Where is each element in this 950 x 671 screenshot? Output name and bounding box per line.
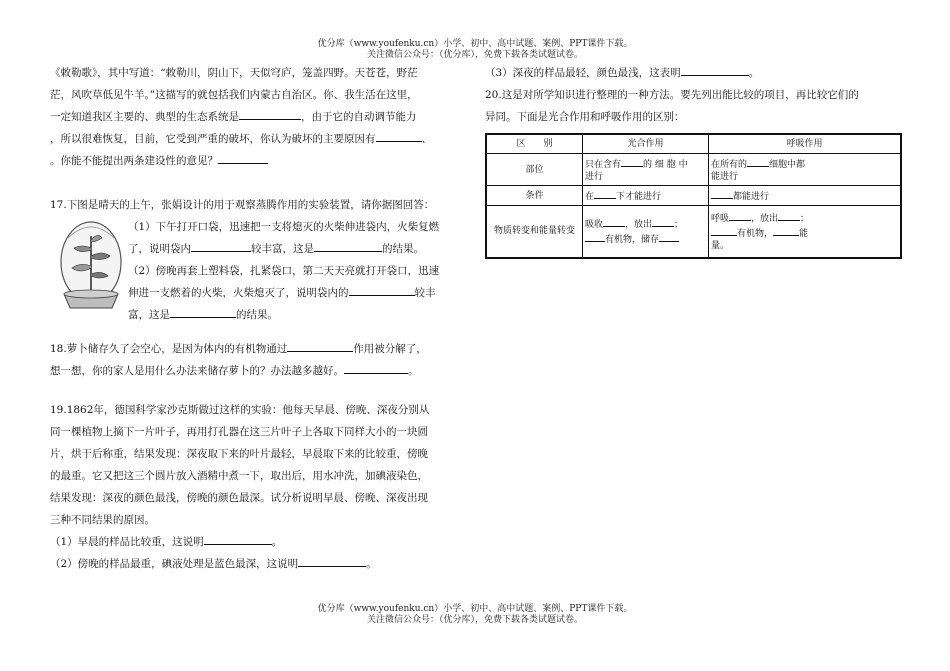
q20-line: 异同。下面是光合作用和呼吸作用的区别： <box>485 111 685 123</box>
table-row <box>486 154 901 186</box>
q19-text: 。 <box>271 536 283 548</box>
table-cell <box>583 154 709 186</box>
answer-blank[interactable] <box>778 210 800 221</box>
cell-text: 能进行 <box>711 172 739 182</box>
answer-blank[interactable] <box>218 151 268 164</box>
q19-line: 片，烘干后称重，结果发现：深夜取下来的叶片最轻，早晨取下来的比较重，傍晚 <box>50 448 428 460</box>
q17-text: 富，这是 <box>128 309 170 321</box>
q19-sub-1 <box>50 531 468 553</box>
q18-line <box>50 338 468 360</box>
q17-text: 较丰 <box>414 287 436 299</box>
q17-text: 的结果。 <box>382 243 424 255</box>
answer-blank[interactable] <box>585 231 605 242</box>
table-cell <box>583 206 709 258</box>
q18-text: 想一想，你的家人是用什么办法来储存萝卜的？办法越多越好。 <box>50 365 344 377</box>
q19-line: 三种不同结果的原因。 <box>50 514 155 526</box>
q18-text: 18.萝卜储存久了会空心，是因为体内的有机物通过 <box>50 343 288 355</box>
q18-text: 作用被分解了， <box>353 343 427 355</box>
answer-blank[interactable] <box>603 216 625 227</box>
page-header <box>0 39 950 61</box>
q19-line: 19.1862年，德国科学家沙克斯做过这样的实验：他每天早晨、傍晚、深夜分别从 <box>50 404 430 416</box>
q16-line <box>50 128 468 150</box>
cell-text: ，放出 <box>751 214 779 225</box>
cell-text: 量。 <box>711 241 730 252</box>
q19-text: （2）傍晚的样品最重，碘液处理是蓝色最深，这说明 <box>50 558 299 570</box>
cell-text: ； <box>800 214 810 225</box>
q19-line: 结果发现：深夜的颜色最浅，傍晚的颜色最深。试分析说明早晨、傍晚、深夜出现 <box>50 492 428 504</box>
q18-text: 。 <box>408 365 419 377</box>
q17-title: 17.下图是晴天的上午，张娟设计的用于观察蒸腾作用的实验装置，请你据图回答： <box>50 199 435 211</box>
answer-blank[interactable] <box>191 239 251 252</box>
header-line-2: 关注微信公众号：（优分库），免费下载各类试题试卷。 <box>366 50 583 60</box>
answer-blank[interactable] <box>729 210 751 221</box>
footer-line-1: 优分库（www.youfenku.cn）小学、初中、高中试题、案例、PPT课件下载。 <box>317 604 633 614</box>
answer-blank[interactable] <box>659 231 679 242</box>
q17-line: （2）傍晚再套上塑料袋，扎紧袋口，第二天天亮就打开袋口，迅速 <box>128 265 440 277</box>
answer-blank[interactable] <box>376 129 422 142</box>
q17-text: 伸进一支燃着的火柴，火柴熄灭了，说明袋内的 <box>128 287 349 299</box>
q20-line: 20.这是对所学知识进行整理的一种方法。要先列出能比较的项目，再比较它们的 <box>485 89 859 101</box>
cell-text: 只在含有 <box>585 160 622 170</box>
q19-sub-2 <box>50 553 468 575</box>
table-header-cell: 呼吸作用 <box>709 134 902 154</box>
answer-blank[interactable] <box>287 339 353 352</box>
table-cell <box>583 186 709 206</box>
q16-line: 茫，风吹草低见牛羊。”这描写的就包括我们内蒙古自治区。你、我生活在这里， <box>50 89 418 101</box>
q19-text: （3）深夜的样品最轻，颜色最浅，这表明 <box>485 67 681 79</box>
q18-line <box>50 360 468 382</box>
answer-blank[interactable] <box>298 554 366 567</box>
table-header-row <box>486 134 901 154</box>
q19-line: 的最重。它又把这三个圆片放入酒精中煮一下，取出后，用水冲洗，加碘液染色， <box>50 470 428 482</box>
cell-text: 在 <box>585 192 595 202</box>
q16-line <box>50 106 468 128</box>
table-cell: 条件 <box>486 186 583 206</box>
answer-blank[interactable] <box>314 239 382 252</box>
answer-blank[interactable] <box>239 107 301 120</box>
q17-text: 较丰富，这是 <box>251 243 314 255</box>
cell-text: 细胞中都 <box>769 160 806 170</box>
answer-blank[interactable] <box>773 225 799 236</box>
table-header-cell: 光合作用 <box>583 134 709 154</box>
cell-text: 进行 <box>585 172 604 182</box>
right-column <box>485 62 905 128</box>
answer-blank[interactable] <box>170 305 236 318</box>
q16-text: 、 <box>421 133 432 145</box>
cell-text: 呼吸 <box>711 214 730 225</box>
q16-line: 《敕勒歌》，其中写道：“敕勒川，阴山下，天似穹庐，笼盖四野。天苍苍，野茫 <box>50 67 418 79</box>
q17-text: 了，说明袋内 <box>128 243 191 255</box>
plant-bag-illustration <box>52 218 130 312</box>
q17-line: （1）下午打开口袋，迅速把一支将熄灭的火柴伸进袋内，火柴复燃 <box>128 221 440 233</box>
table-cell <box>709 186 902 206</box>
cell-text: 有机物，储存 <box>605 235 660 246</box>
q16-text: ，由于它的自动调节能力 <box>301 111 417 123</box>
answer-blank[interactable] <box>594 188 616 199</box>
cell-text: 下才能进行 <box>616 192 662 202</box>
cell-text: ，放出 <box>625 220 653 231</box>
comparison-table <box>485 133 902 259</box>
answer-blank[interactable] <box>349 283 415 296</box>
q16-text: 。你能不能提出两条建设性的意见？ <box>50 155 218 167</box>
cell-text: 能 <box>799 229 809 240</box>
q19-text: 。 <box>748 67 760 79</box>
header-line-1: 优分库（www.youfenku.cn）小学、初中、高中试题、案例、PPT课件下载。 <box>317 39 633 49</box>
answer-blank[interactable] <box>204 532 272 545</box>
footer-line-2: 关注微信公众号：（优分库），免费下载各类试题试卷。 <box>366 615 583 625</box>
q19-line: 同一棵植物上摘下一片叶子，再用打孔器在这三片叶子上各取下同样大小的一块圆 <box>50 426 428 438</box>
cell-text: ； <box>674 220 684 231</box>
answer-blank[interactable] <box>344 361 408 374</box>
answer-blank[interactable] <box>652 216 674 227</box>
q19-text: 。 <box>366 558 377 570</box>
q16-line <box>50 150 468 172</box>
table-cell: 物质转变和能量转变 <box>486 206 583 258</box>
table-header-cell: 区 别 <box>486 134 583 154</box>
q16-text: ，所以很难恢复，目前，它受到严重的破坏，你认为破坏的主要原因有 <box>50 133 376 145</box>
table-row <box>486 206 901 258</box>
cell-text: 在所有的 <box>711 160 748 170</box>
q19-sub-3 <box>485 62 905 84</box>
left-column <box>50 62 468 575</box>
cell-text: 有机物， <box>737 229 774 240</box>
cell-text: 都能进行 <box>733 192 770 202</box>
cell-text: 吸收 <box>585 220 604 231</box>
q17-text: 的结果。 <box>236 309 278 321</box>
table-cell <box>709 154 902 186</box>
answer-blank[interactable] <box>711 188 733 199</box>
table-cell <box>709 206 902 258</box>
cell-text: 的 细 胞 中 <box>643 160 688 170</box>
answer-blank[interactable] <box>711 225 737 236</box>
q19-text: （1）早晨的样品比较重，这说明 <box>50 536 204 548</box>
q16-text: 一定知道我区主要的、典型的生态系统是 <box>50 111 239 123</box>
table-cell: 部位 <box>486 154 583 186</box>
answer-blank[interactable] <box>681 63 749 76</box>
page-footer <box>0 604 950 626</box>
answer-blank[interactable] <box>747 156 769 167</box>
answer-blank[interactable] <box>621 156 643 167</box>
table-row <box>486 186 901 206</box>
